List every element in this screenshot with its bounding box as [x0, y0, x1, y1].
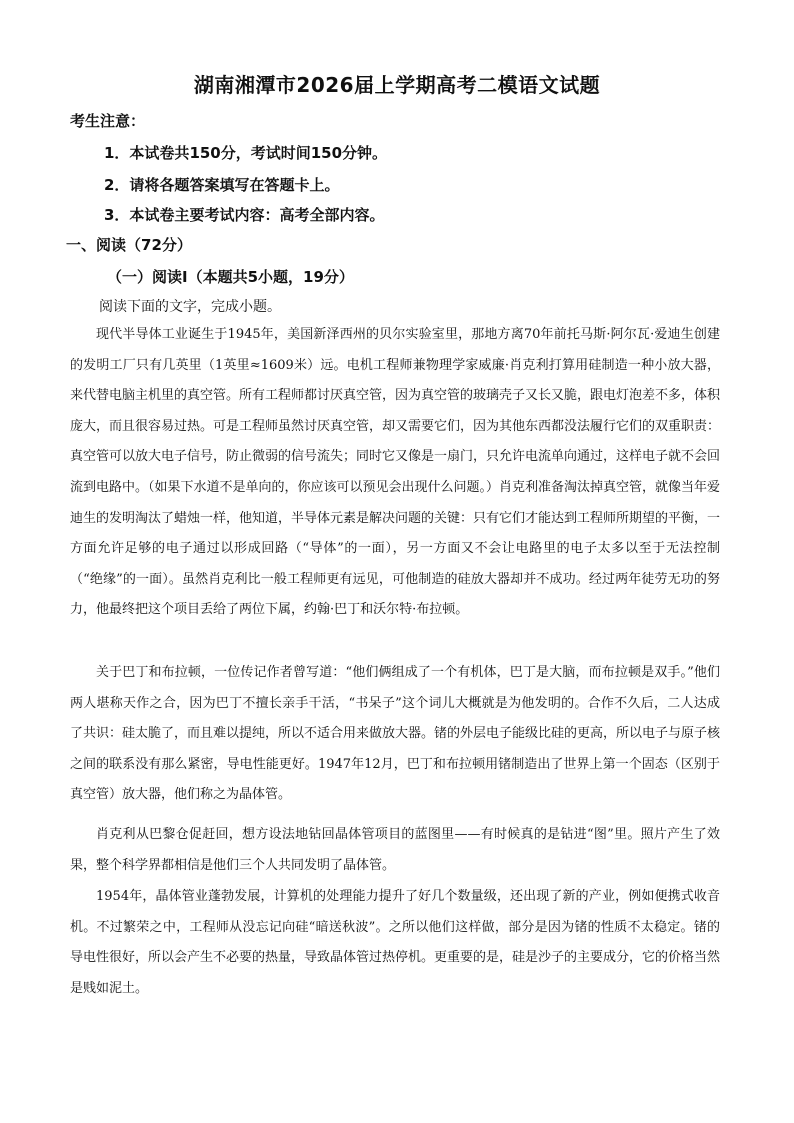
section-heading: 一、阅读（72分） — [66, 236, 192, 254]
page-title: 湖南湘潭市2026届上学期高考二模语文试题 — [193, 73, 601, 97]
reading-instruction: 阅读下面的文字，完成小题。 — [99, 299, 281, 315]
notice-item: 3．本试卷主要考试内容：高考全部内容。 — [104, 206, 385, 224]
passage-paragraph: 1954年，晶体管业蓬勃发展，计算机的处理能力提升了好几个数量级，还出现了新的产业，例如便携式收音机。不过繁荣之中，工程师从没忘记向硅“暗送秋波”。之所以他们这样做，部分是因为锗的性质不太稳定。锗的导电性很好，所以会产生不必要的热量，导致晶体管过热停机。更重要的是，硅是沙子的主要成分，它的价格当然是贱如泥土。 — [70, 889, 721, 996]
notice-item: 1．本试卷共150分，考试时间150分钟。 — [104, 144, 388, 162]
passage-paragraph: 关于巴丁和布拉顿，一位传记作者曾写道：“他们俩组成了一个有机体，巴丁是大脑，而布拉顿是双手。”他们两人堪称天作之合，因为巴丁不擅长亲手干活，“书呆子”这个词儿大概就是为他发明的。合作不久后，二人达成了共识：硅太脆了，而且难以提纯，所以不适合用来做放大器。锗的外层电子能级比硅的更高，所以电子与原子核之间的联系没有那么紧密，导电性能更好。1947年12月，巴丁和布拉顿用锗制造出了世界上第一个固态（区别于真空管）放大器，他们称之为晶体管。 — [70, 665, 721, 803]
subsection-heading: （一）阅读Ⅰ（本题共5小题，19分） — [107, 268, 354, 286]
notice-heading: 考生注意： — [70, 112, 146, 130]
passage-paragraph: 肖克利从巴黎仓促赶回，想方设法地钻回晶体管项目的蓝图里——有时候真的是钻进“图”里。照片产生了效果，整个科学界都相信是他们三个人共同发明了晶体管。 — [70, 827, 720, 873]
notice-item: 2．请将各题答案填写在答题卡上。 — [104, 176, 340, 194]
passage-paragraph: 现代半导体工业诞生于1945年，美国新泽西州的贝尔实验室里，那地方离70年前托马斯·阿尔瓦·爱迪生创建的发明工厂只有几英里（1英里≈1609米）远。电机工程师兼物理学家威廉·肖克利打算用硅制造一种小放大器，来代替电脑主机里的真空管。所有工程师都讨厌真空管，因为真空管的玻璃壳子又长又脆，跟电灯泡差不多，体积庞大，而且很容易过热。可是工程师虽然讨厌真空管，却又需要它们，因为其他东西都没法履行它们的双重职责：真空管可以放大电子信号，防止微弱的信号流失；同时它又像是一扇门，只允许电流单向通过，这样电子就不会回流到电路中。（如果下水道不是单向的，你应该可以预见会出现什么问题。）肖克利准备淘汰掉真空管，就像当年爱迪生的发明淘汰了蜡烛一样，他知道，半导体元素是解决问题的关键：只有它们才能达到工程师所期望的平衡，一方面允许足够的电子通过以形成回路（“导体”的一面），另一方面又不会让电路里的电子太多以至于无法控制（“绝缘”的一面）。虽然肖克利比一般工程师更有远见，可他制造的硅放大器却并不成功。经过两年徒劳无功的努力，他最终把这个项目丢给了两位下属，约翰·巴丁和沃尔特·布拉顿。 — [70, 327, 721, 618]
